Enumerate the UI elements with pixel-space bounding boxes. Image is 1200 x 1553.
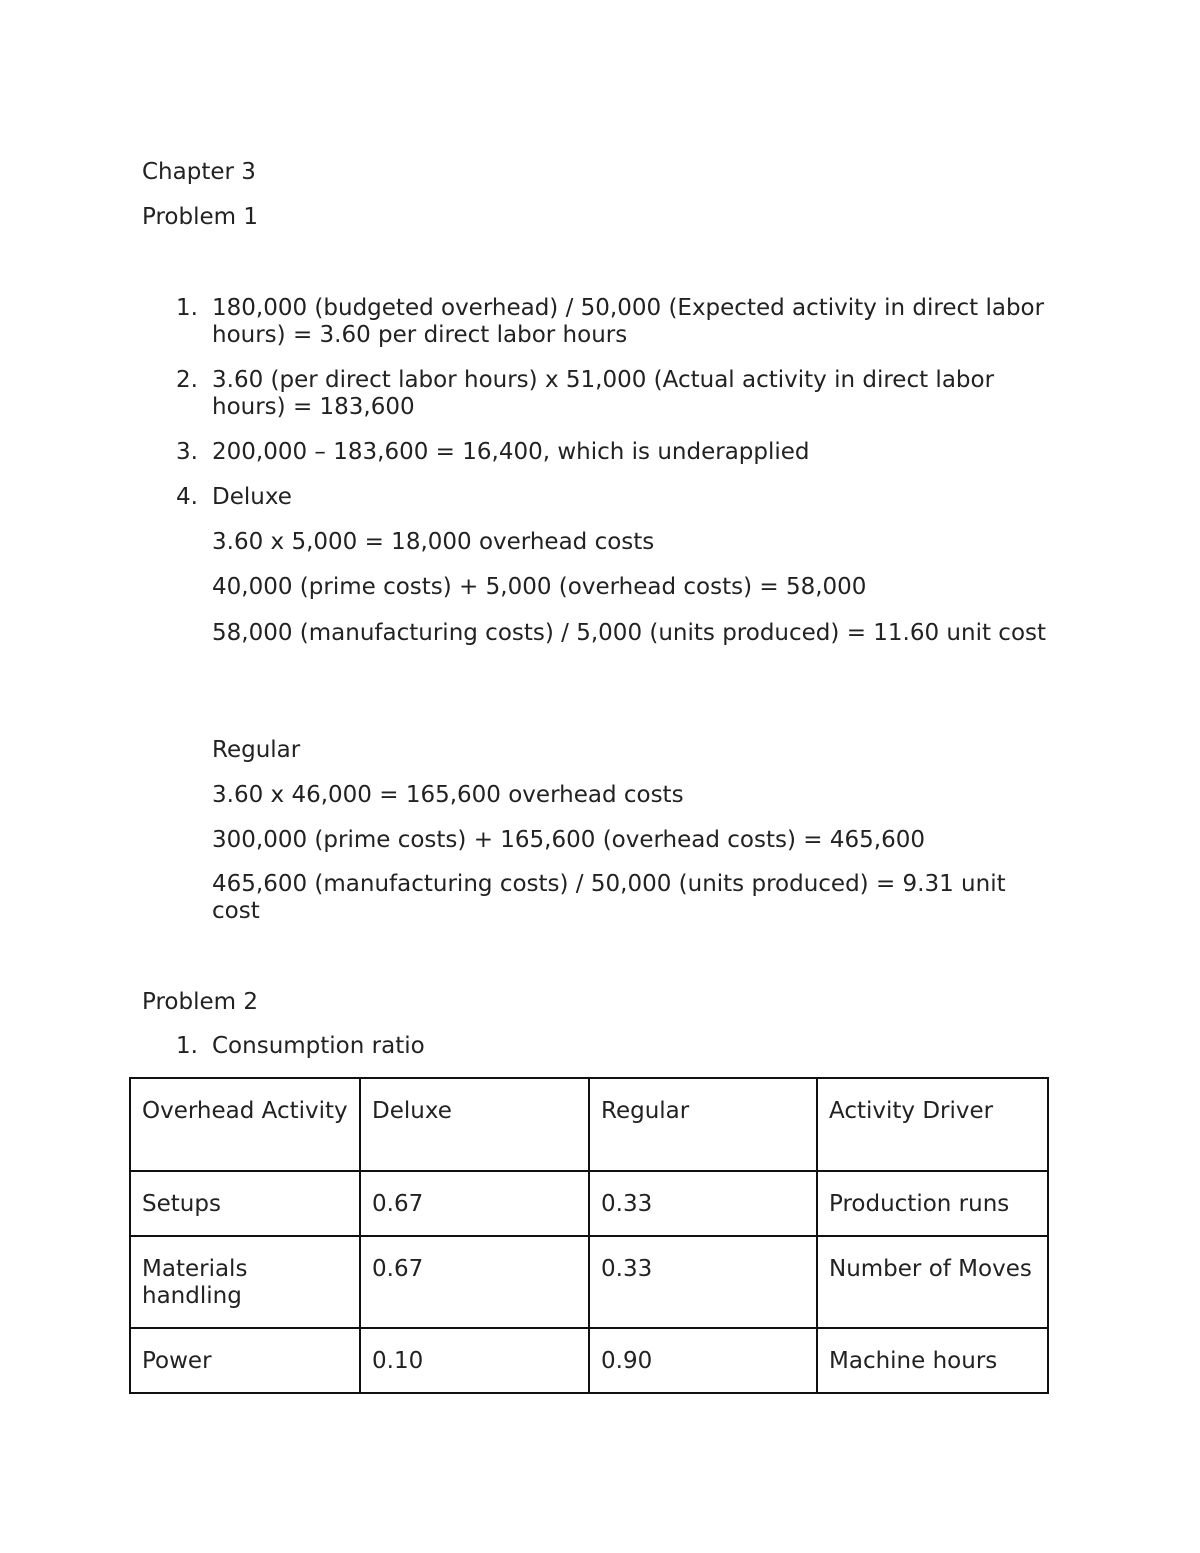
cell-activity: Power: [130, 1328, 360, 1393]
regular-overhead-line: 3.60 x 46,000 = 165,600 overhead costs: [212, 782, 684, 808]
regular-label: Regular: [212, 737, 301, 763]
table-row: [130, 1236, 1048, 1328]
p1-item-1-number: 1.: [176, 295, 198, 321]
regular-manufacturing-line: 300,000 (prime costs) + 165,600 (overhead costs) = 465,600: [212, 827, 925, 853]
consumption-ratio-table: [129, 1077, 1049, 1394]
cell-driver: Production runs: [817, 1171, 1048, 1236]
p1-item-4-number: 4.: [176, 484, 198, 510]
deluxe-manufacturing-line: 40,000 (prime costs) + 5,000 (overhead costs) = 58,000: [212, 574, 867, 600]
p1-item-3-number: 3.: [176, 439, 198, 465]
cell-driver: Number of Moves: [817, 1236, 1048, 1328]
problem-2-title: Problem 2: [142, 989, 258, 1015]
deluxe-overhead-line: 3.60 x 5,000 = 18,000 overhead costs: [212, 529, 655, 555]
table-row: [130, 1171, 1048, 1236]
header-regular: Regular: [589, 1078, 817, 1171]
cell-deluxe: 0.67: [360, 1236, 589, 1328]
p2-item-1-number: 1.: [176, 1033, 198, 1059]
chapter-title: Chapter 3: [142, 159, 256, 185]
p1-item-2-text: 3.60 (per direct labor hours) x 51,000 (Actual activity in direct labor hours) = 183,600: [212, 367, 995, 420]
header-overhead-activity: Overhead Activity: [130, 1078, 360, 1171]
p1-item-4-text: Deluxe: [212, 484, 292, 510]
table-header-row: [130, 1078, 1048, 1171]
p1-item-3-text: 200,000 – 183,600 = 16,400, which is underapplied: [212, 439, 810, 465]
cell-driver: Machine hours: [817, 1328, 1048, 1393]
deluxe-unit-cost-line: 58,000 (manufacturing costs) / 5,000 (units produced) = 11.60 unit cost: [212, 620, 1047, 646]
header-activity-driver: Activity Driver: [817, 1078, 1048, 1171]
cell-activity: Setups: [130, 1171, 360, 1236]
cell-regular: 0.33: [589, 1171, 817, 1236]
cell-regular: 0.33: [589, 1236, 817, 1328]
table-row: [130, 1328, 1048, 1393]
regular-unit-cost-line: 465,600 (manufacturing costs) / 50,000 (units produced) = 9.31 unit cost: [212, 871, 1006, 924]
header-deluxe: Deluxe: [360, 1078, 589, 1171]
p2-item-1-text: Consumption ratio: [212, 1033, 425, 1059]
cell-deluxe: 0.10: [360, 1328, 589, 1393]
p1-item-2-number: 2.: [176, 367, 198, 393]
cell-deluxe: 0.67: [360, 1171, 589, 1236]
problem-1-title: Problem 1: [142, 204, 258, 230]
cell-activity: Materials handling: [130, 1236, 360, 1328]
cell-regular: 0.90: [589, 1328, 817, 1393]
p1-item-1-text: 180,000 (budgeted overhead) / 50,000 (Expected activity in direct labor hours) = 3.60 per direct labor hours: [212, 295, 1045, 348]
